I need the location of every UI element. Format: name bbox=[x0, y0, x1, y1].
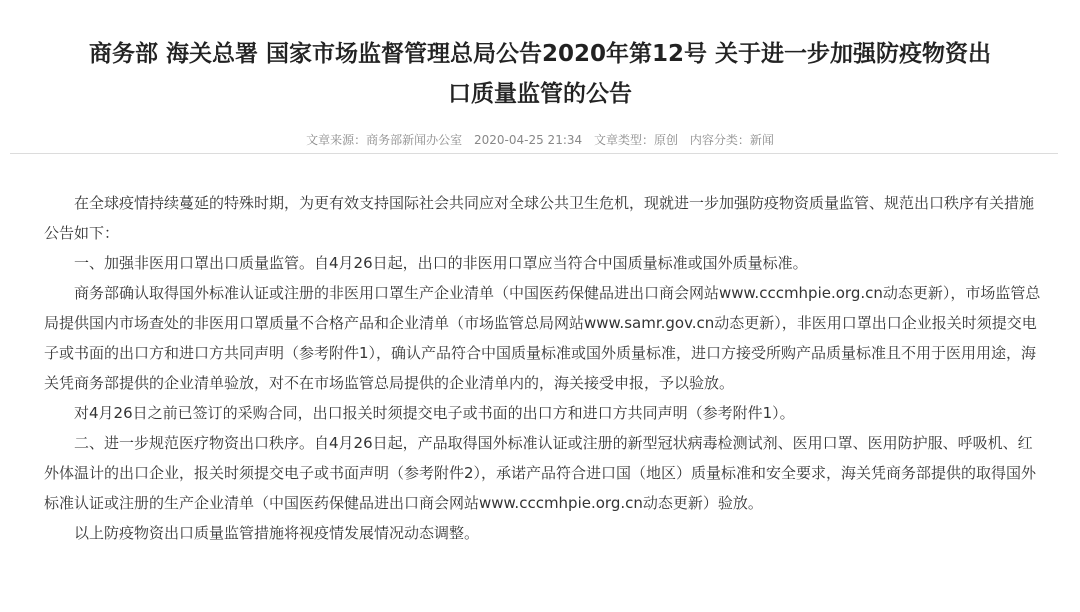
meta-source: 文章来源：商务部新闻办公室 bbox=[306, 133, 463, 147]
paragraph-contracts: 对4月26日之前已签订的采购合同，出口报关时须提交电子或书面的出口方和进口方共同声明（参考附件1）。 bbox=[74, 404, 795, 422]
meta-type: 文章类型：原创 bbox=[593, 133, 678, 147]
article-meta bbox=[0, 131, 1080, 148]
paragraph-intro: 在全球疫情持续蔓延的特殊时期，为更有效支持国际社会共同应对全球公共卫生危机，现就进一步加强防疫物资质量监管、规范出口秩序有关措施公告如下： bbox=[44, 194, 1035, 242]
paragraph-closing: 以上防疫物资出口质量监管措施将视疫情发展情况动态调整。 bbox=[74, 524, 480, 542]
meta-date: 2020-04-25 21:34 bbox=[474, 133, 583, 147]
paragraph-section-2: 二、进一步规范医疗物资出口秩序。自4月26日起，产品取得国外标准认证或注册的新型冠状病毒检测试剂、医用口罩、医用防护服、呼吸机、红外体温计的出口企业，报关时须提交电子或书面声明（参考附件2），承诺产品符合进口国（地区）质量标准和安全要求，海关凭商务部提供的取得国外标准认证或注册的生产企业清单（中国医药保健品进出口商会网站www.cccmhpie.org.cn动态更新）验放。 bbox=[44, 434, 1037, 512]
article-title bbox=[0, 34, 1080, 114]
article-body bbox=[44, 188, 1044, 548]
paragraph-section-1: 一、加强非医用口罩出口质量监管。自4月26日起，出口的非医用口罩应当符合中国质量标准或国外质量标准。 bbox=[74, 254, 808, 272]
paragraph-section-1-detail: 商务部确认取得国外标准认证或注册的非医用口罩生产企业清单（中国医药保健品进出口商会网站www.cccmhpie.org.cn动态更新），市场监管总局提供国内市场查处的非医用口罩质量不合格产品和企业清单（市场监管总局网站www.samr.gov.cn动态更新），非医用口罩出口企业报关时须提交电子或书面的出口方和进口方共同声明（参考附件1），确认产品符合中国质量标准或国外质量标准，进口方接受所购产品质量标准且不用于医用用途，海关凭商务部提供的企业清单验放，对不在市场监管总局提供的企业清单内的，海关接受申报，予以验放。 bbox=[44, 284, 1041, 392]
meta-category: 内容分类：新闻 bbox=[689, 133, 774, 147]
title-line-2: 口质量监管的公告 bbox=[448, 81, 632, 107]
title-line-1: 商务部 海关总署 国家市场监督管理总局公告2020年第12号 关于进一步加强防疫物资出 bbox=[88, 41, 992, 67]
title-divider bbox=[10, 153, 1058, 154]
